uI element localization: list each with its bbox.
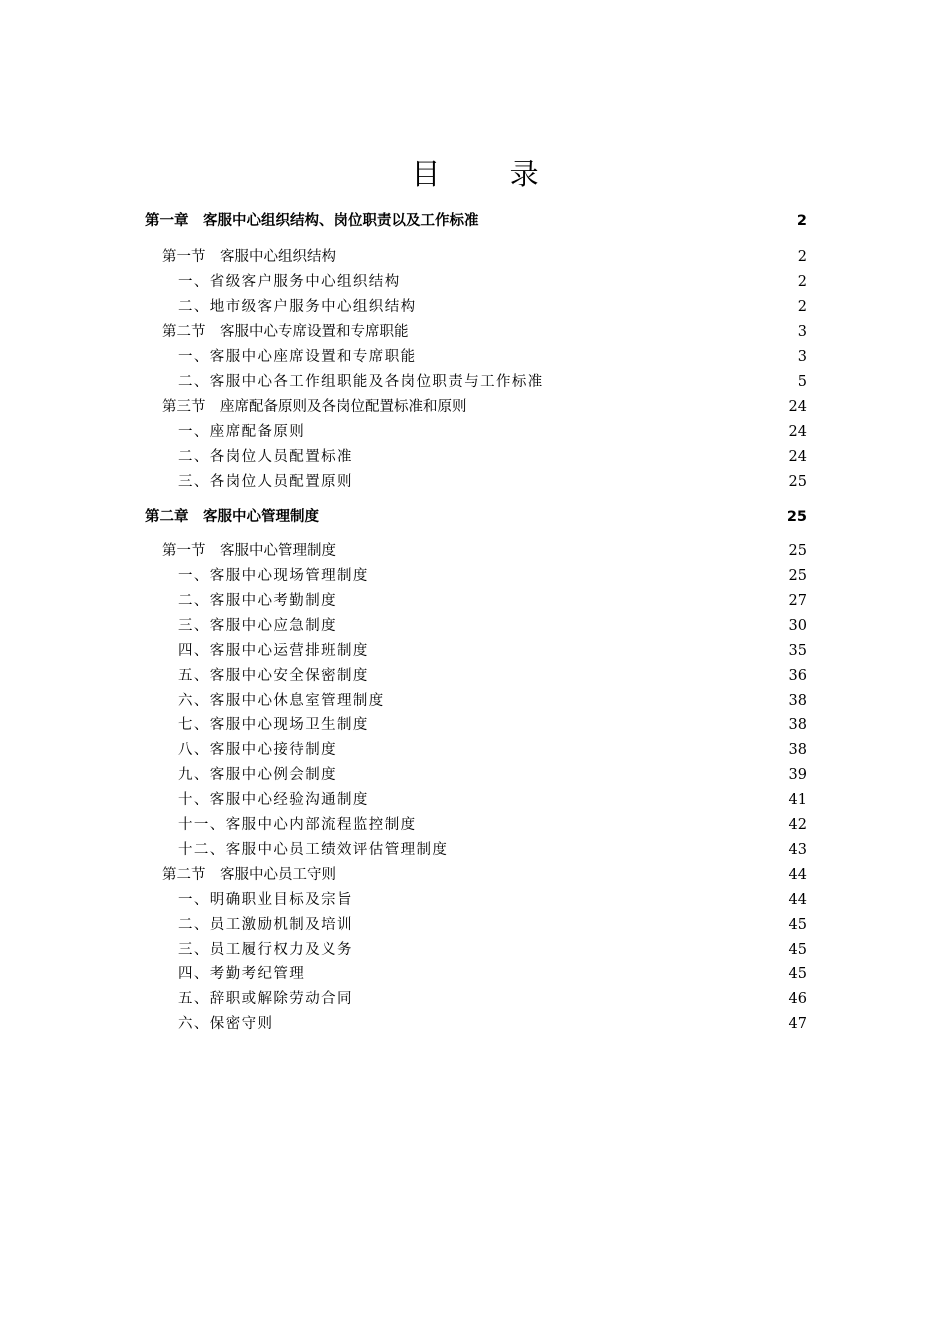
toc-entry-item[interactable] [178,690,807,712]
toc-page-number: 25 [786,509,807,525]
toc-page-number: 2 [797,299,807,315]
toc-entry-label: 九、客服中心例会制度 [178,767,337,783]
toc-entry-label: 第一章 客服中心组织结构、岗位职责以及工作标准 [145,213,479,229]
toc-entry-label: 三、客服中心应急制度 [178,618,337,634]
toc-page-number: 3 [797,324,807,340]
toc-page-number: 27 [788,593,807,609]
toc-entry-item[interactable] [178,565,807,587]
toc-page-number: 38 [788,717,807,733]
toc-page-number: 5 [797,374,807,390]
toc-page-number: 35 [788,643,807,659]
toc-entry-item[interactable] [178,471,807,493]
toc-page-number: 30 [788,618,807,634]
toc-page-number: 2 [797,274,807,290]
toc-entry-label: 第二节 客服中心专席设置和专席职能 [162,324,409,340]
toc-entry-label: 第二章 客服中心管理制度 [145,509,319,525]
toc-entry-label: 七、客服中心现场卫生制度 [178,717,369,733]
toc-entry-label: 第二节 客服中心员工守则 [162,867,336,883]
toc-entry-label: 二、员工激励机制及培训 [178,917,353,933]
toc-entry-item[interactable] [178,296,807,318]
toc-entry-label: 第一节 客服中心组织结构 [162,249,336,265]
toc-page-number: 38 [788,693,807,709]
toc-page-number: 44 [788,892,807,908]
toc-entry-item[interactable] [178,839,807,861]
toc-entry-item[interactable] [178,590,807,612]
toc-page-number: 46 [788,991,807,1007]
toc-page-number: 39 [788,767,807,783]
toc-page-number: 25 [788,568,807,584]
toc-entry-item[interactable] [178,271,807,293]
toc-entry-item[interactable] [178,814,807,836]
toc-entry-label: 一、客服中心座席设置和专席职能 [178,349,417,365]
toc-page-number: 3 [797,349,807,365]
toc-page-number: 36 [788,668,807,684]
toc-entry-section[interactable] [162,321,807,343]
toc-page-number: 41 [788,792,807,808]
toc-entry-label: 三、员工履行权力及义务 [178,942,353,958]
toc-entry-label: 一、明确职业目标及宗旨 [178,892,353,908]
toc-entry-label: 第一节 客服中心管理制度 [162,543,336,559]
toc-entry-section[interactable] [162,540,807,562]
toc-entry-item[interactable] [178,446,807,468]
toc-entry-section[interactable] [162,864,807,886]
toc-entry-label: 六、保密守则 [178,1016,274,1032]
toc-page-number: 45 [788,942,807,958]
toc-entry-chapter[interactable] [145,210,807,232]
toc-entry-label: 二、地市级客户服务中心组织结构 [178,299,417,315]
toc-entry-label: 十一、客服中心内部流程监控制度 [178,817,417,833]
toc-entry-label: 五、辞职或解除劳动合同 [178,991,353,1007]
toc-page-number: 24 [788,424,807,440]
toc-page-number: 45 [788,966,807,982]
toc-page-number: 38 [788,742,807,758]
toc-entry-chapter[interactable] [145,506,807,528]
toc-entry-item[interactable] [178,1013,807,1035]
toc-entry-label: 五、客服中心安全保密制度 [178,668,369,684]
toc-entry-label: 四、考勤考纪管理 [178,966,306,982]
toc-entry-item[interactable] [178,346,807,368]
toc-page-number: 25 [788,543,807,559]
toc-entry-section[interactable] [162,396,807,418]
toc-entry-item[interactable] [178,714,807,736]
toc-entry-item[interactable] [178,640,807,662]
toc-entry-label: 一、省级客户服务中心组织结构 [178,274,401,290]
toc-entry-label: 第三节 座席配备原则及各岗位配置标准和原则 [162,399,467,415]
toc-entry-item[interactable] [178,889,807,911]
toc-entry-label: 四、客服中心运营排班制度 [178,643,369,659]
toc-entry-label: 二、各岗位人员配置标准 [178,449,353,465]
toc-page-number: 24 [788,399,807,415]
toc-page-number: 45 [788,917,807,933]
toc-entry-label: 二、客服中心各工作组职能及各岗位职责与工作标准 [178,374,544,390]
toc-entry-item[interactable] [178,615,807,637]
toc-entry-item[interactable] [178,739,807,761]
toc-page-number: 2 [796,213,807,229]
toc-entry-label: 十二、客服中心员工绩效评估管理制度 [178,842,449,858]
toc-entry-item[interactable] [178,665,807,687]
toc-entry-section[interactable] [162,246,807,268]
toc-page-number: 44 [788,867,807,883]
toc-page-number: 25 [788,474,807,490]
toc-entry-item[interactable] [178,988,807,1010]
toc-page-number: 43 [788,842,807,858]
toc-entry-item[interactable] [178,421,807,443]
toc-page-number: 47 [788,1016,807,1032]
toc-entry-item[interactable] [178,371,807,393]
toc-entry-label: 三、各岗位人员配置原则 [178,474,353,490]
toc-entry-item[interactable] [178,764,807,786]
toc-entry-label: 十、客服中心经验沟通制度 [178,792,369,808]
page-title: 目 录 [411,157,569,191]
toc-entry-label: 二、客服中心考勤制度 [178,593,337,609]
toc-entry-item[interactable] [178,939,807,961]
toc-entry-item[interactable] [178,963,807,985]
toc-page-number: 2 [797,249,807,265]
toc-page-number: 42 [788,817,807,833]
toc-entry-label: 一、客服中心现场管理制度 [178,568,369,584]
toc-entry-item[interactable] [178,789,807,811]
toc-entry-label: 八、客服中心接待制度 [178,742,337,758]
toc-entry-label: 一、座席配备原则 [178,424,306,440]
toc-entry-item[interactable] [178,914,807,936]
toc-entry-label: 六、客服中心休息室管理制度 [178,693,385,709]
toc-page-number: 24 [788,449,807,465]
